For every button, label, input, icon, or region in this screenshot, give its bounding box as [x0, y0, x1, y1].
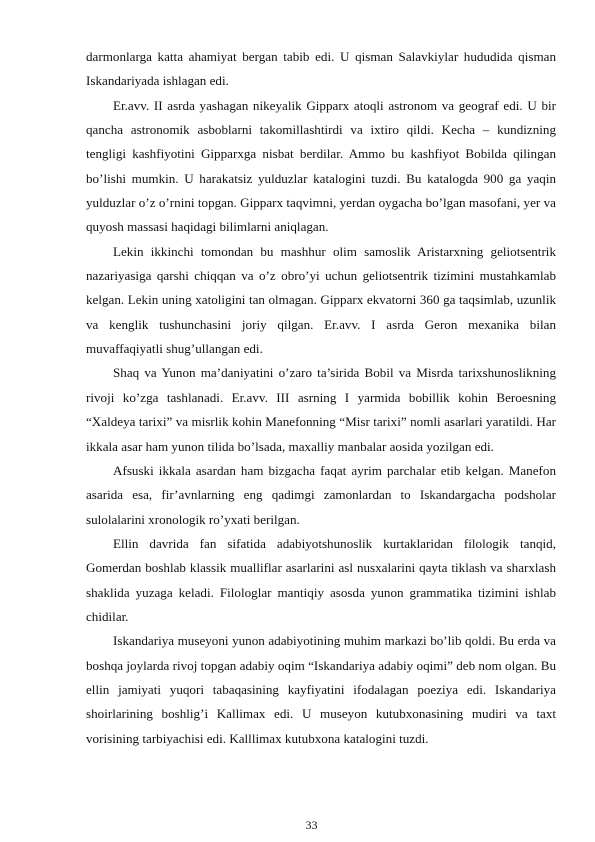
paragraph: darmonlarga katta ahamiyat bergan tabib edi. U qisman Salavkiylar hududida qisman Iskandariyada ishlagan edi.: [86, 49, 556, 89]
paragraph: Iskandariya museyoni yunon adabiyotining muhim markazi bo’lib qoldi. Bu erda va boshqa joylarda rivoj topgan adabiy oqim “Iskandariya adabiy oqimi” deb nom olgan. Bu ellin jamiyati yuqori tabaqasining kayfiyatini ifodalagan poeziya edi. Iskandariya shoirlarining boshlig’i Kallimax edi. U museyon kutubxonasining mudiri va taxt vorisining tarbiyachisi edi. Kalllimax kutubxona katalogini tuzdi.: [86, 633, 556, 746]
paragraph: Ellin davrida fan sifatida adabiyotshunoslik kurtaklaridan filologik tanqid, Gomerdan boshlab klassik mualliflar asarlarini asl nusxalarini qayta tiklash va sharxlash shaklida yuzaga keladi. Filologlar mantiqiy asosda yunon grammatika tizimini ishlab chidilar.: [86, 535, 556, 624]
page-number: 33: [305, 818, 318, 832]
paragraph: Er.avv. II asrda yashagan nikeyalik Gipparx atoqli astronom va geograf edi. U bir qancha astronomik asboblarni takomillashtirdi va ixtiro qildi. Kecha – kundizning tengligi kashfiyotini Gipparxga nisbat berdilar. Ammo bu kashfiyot Bobilda qilingan bo’lishi mumkin. U harakatsiz yulduzlar katalogini tuzdi. Bu katalogda 900 ga yaqin yulduzlar o’z o’rnini topgan. Gipparx taqvimni, yerdan oygacha bo’lgan masofani, yer va quyosh massasi haqidagi bilimlarni aniqlagan.: [86, 97, 556, 235]
paragraph: Lekin ikkinchi tomondan bu mashhur olim samoslik Aristarxning geliotsentrik nazariyasiga qarshi chiqqan va o’z obro’yi uchun geliotsentrik tizimini mustahkamlab kelgan. Lekin uning xatoligini tan olmagan. Gipparx ekvatorni 360 ga taqsimlab, uzunlik va kenglik tushunchasini joriy qilgan. Er.avv. I asrda Geron mexanika bilan muvaffaqiyatli shug’ullangan edi.: [86, 243, 556, 357]
document-page: [86, 45, 556, 751]
paragraph: Shaq va Yunon ma’daniyatini o’zaro ta’sirida Bobil va Misrda tarixshunoslikning rivoji ko’zga tashlanadi. Er.avv. III asrning I yarmida bobillik kohin Beroesning “Xaldeya tarixi” va misrlik kohin Manefonning “Misr tarixi” nomli asarlari yaratildi. Har ikkala asar ham yunon tilida bo’lsada, maxalliy manbalar aosida yozilgan edi.: [86, 365, 556, 454]
paragraph: Afsuski ikkala asardan ham bizgacha faqat ayrim parchalar etib kelgan. Manefon asarida esa, fir’avnlarning eng qadimgi zamonlardan to Iskandargacha podsholar sulolalarini xronologik ro’yxati berilgan.: [86, 462, 556, 527]
